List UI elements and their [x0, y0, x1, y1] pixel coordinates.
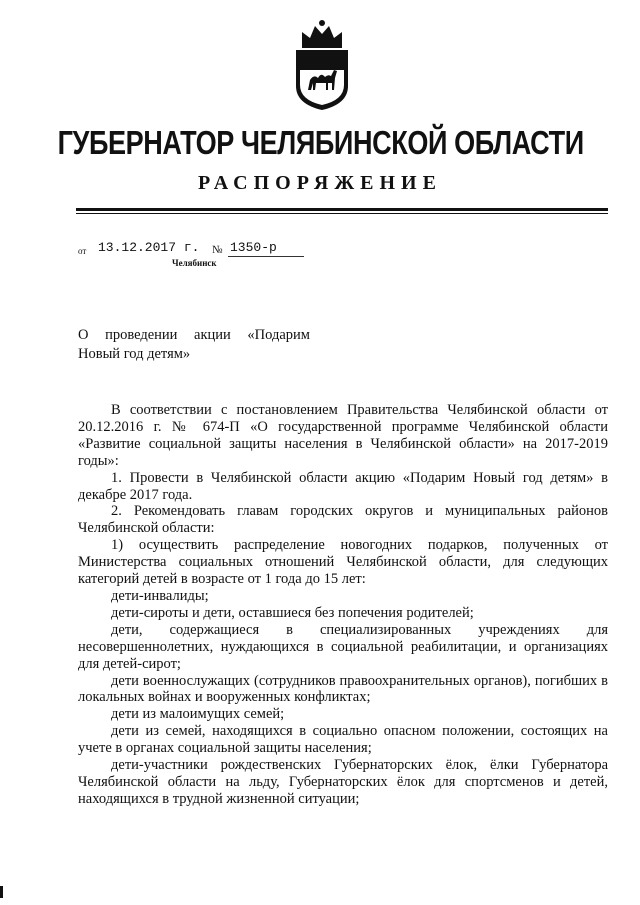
number-prefix: №	[212, 244, 223, 256]
body-paragraph: дети-участники рождественских Губернаторских ёлок, ёлки Губернатора Челябинской области на льду, Губернаторских ёлок для спортсменов и детей, находящихся в трудной жизненной ситуации;	[78, 757, 608, 807]
document-subject	[78, 326, 310, 364]
body-paragraph: дети-сироты и дети, оставшиеся без попечения родителей;	[111, 604, 474, 621]
governor-title: ГУБЕРНАТОР ЧЕЛЯБИНСКОЙ ОБЛАСТИ	[57, 124, 584, 161]
city-label: Челябинск	[172, 258, 217, 268]
scan-margin-mark	[0, 886, 3, 898]
body-paragraph: 1. Провести в Челябинской области акцию «Подарим Новый год детям» в декабре 2017 года.	[78, 469, 608, 503]
header-divider-thick	[76, 208, 608, 211]
body-paragraph: дети из малоимущих семей;	[111, 706, 285, 723]
document-number: 1350-р	[230, 240, 277, 255]
body-paragraph: дети военнослужащих (сотрудников правоохранительных органов), погибших в локальных войнах и вооруженных конфликтах;	[78, 672, 608, 706]
body-paragraph: дети, содержащиеся в специализированных учреждениях для несовершеннолетних, нуждающихся в социальной реабилитации, и организациях для детей-сирот;	[78, 621, 608, 672]
header-divider-thin	[76, 213, 608, 214]
document-date: 13.12.2017 г.	[98, 240, 200, 255]
body-paragraph: В соответствии с постановлением Правительства Челябинской области от 20.12.2016 г. № 674-П «О государственной программе Челябинской области «Развитие социальной защиты населения в Челябинской области» на 2017-2019 годы»:	[78, 402, 608, 469]
body-paragraph: дети-инвалиды;	[111, 587, 209, 604]
body-paragraph: 2. Рекомендовать главам городских округов и муниципальных районов Челябинской области:	[78, 503, 608, 537]
subject-line-1: О проведении акции «Подарим	[78, 327, 310, 343]
document-body	[78, 402, 608, 808]
document-type: РАСПОРЯЖЕНИЕ	[198, 172, 442, 194]
coat-of-arms-icon	[288, 14, 356, 112]
date-prefix: от	[78, 246, 87, 256]
body-paragraph: дети из семей, находящихся в социально опасном положении, состоящих на учете в органах социальной защиты населения;	[78, 723, 608, 757]
subject-line-2: Новый год детям»	[78, 346, 191, 362]
number-underline	[228, 256, 304, 257]
body-paragraph: 1) осуществить распределение новогодних подарков, полученных от Министерства социальных отношений Челябинской области, для следующих категорий детей в возрасте от 1 года до 15 лет:	[78, 537, 608, 588]
